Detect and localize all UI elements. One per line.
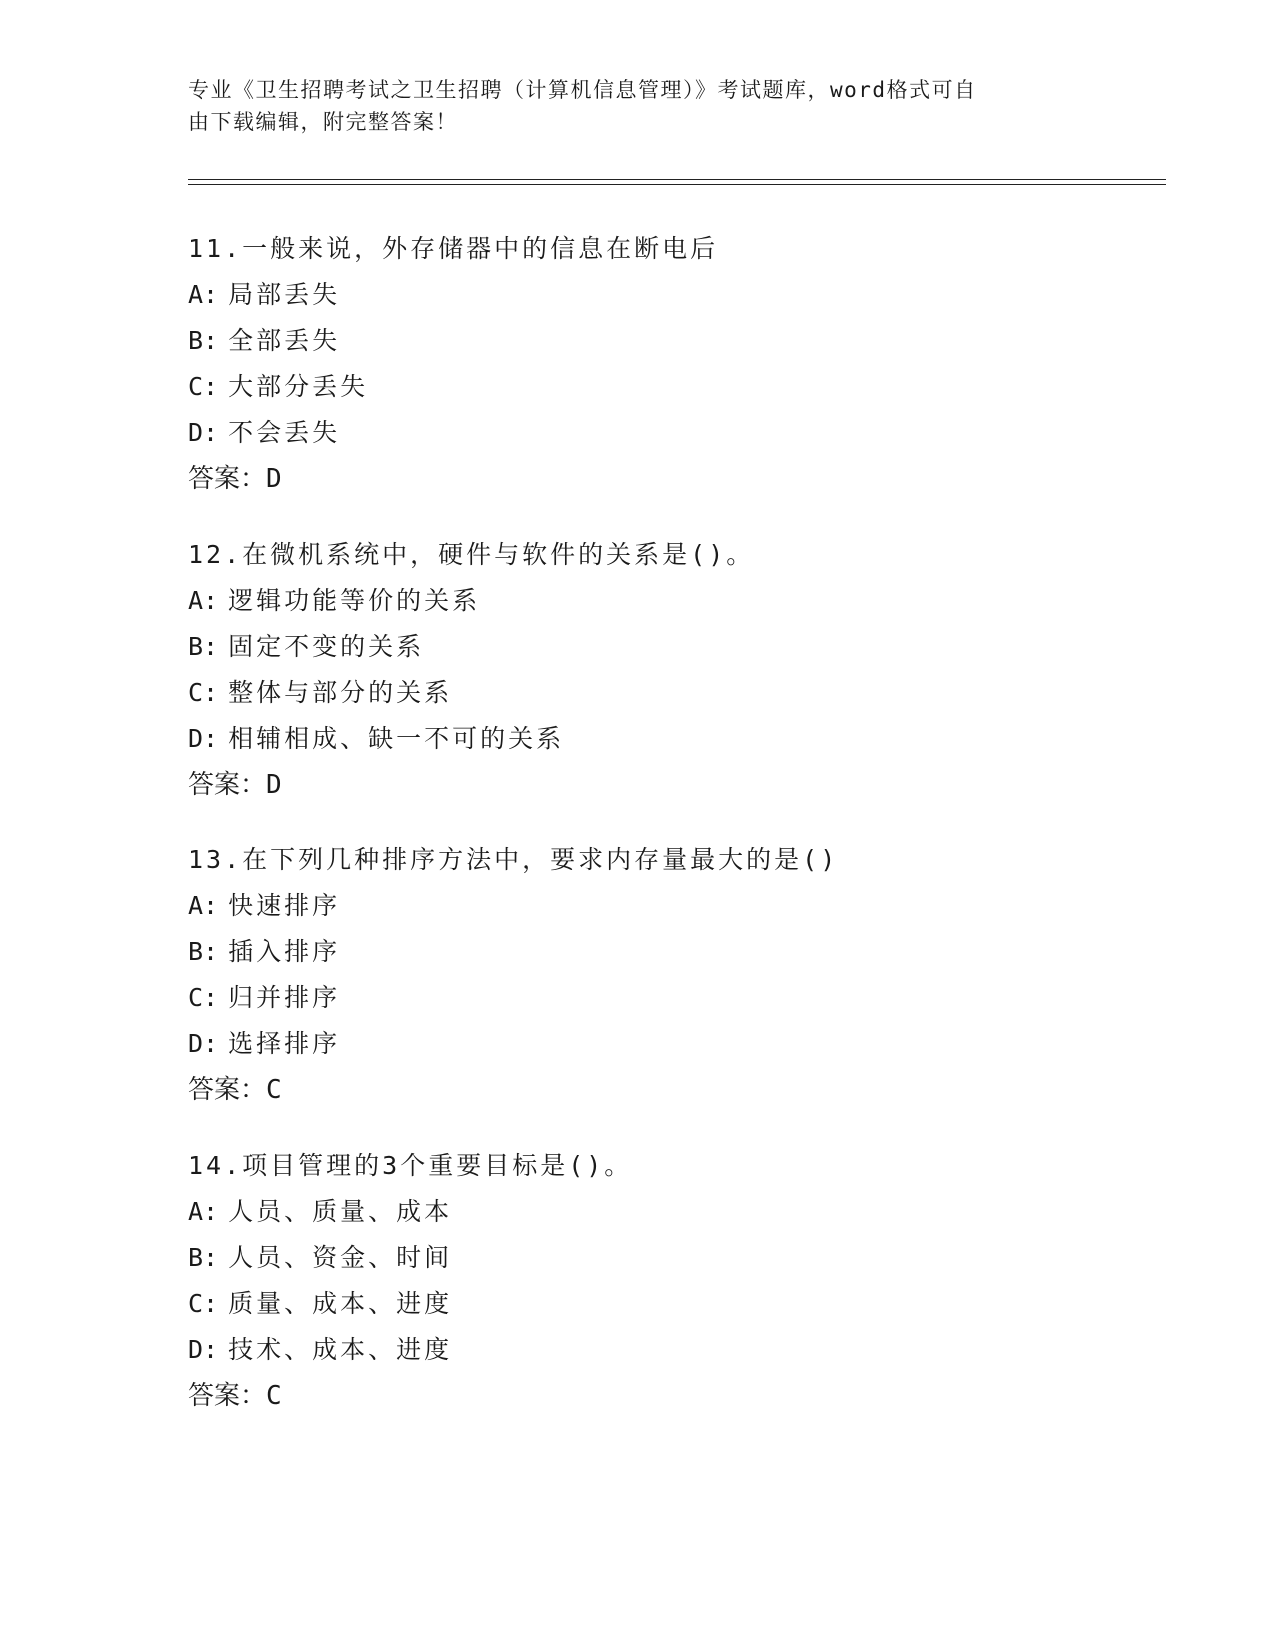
option-key: B: (188, 632, 219, 661)
option-text: 人员、质量、成本 (228, 1197, 453, 1226)
option-a (188, 578, 1168, 624)
option-b (188, 318, 1168, 364)
answer-label: 答案： (188, 770, 267, 800)
option-text: 整体与部分的关系 (228, 678, 453, 707)
answer (188, 1067, 1168, 1113)
answer-value: D (266, 770, 282, 800)
option-key: A: (188, 586, 219, 615)
option-key: D: (188, 1029, 219, 1058)
question-11 (188, 226, 1168, 502)
option-d (188, 1327, 1168, 1373)
option-c (188, 1281, 1168, 1327)
option-text: 不会丢失 (228, 418, 341, 447)
option-key: C: (188, 372, 219, 401)
option-c (188, 975, 1168, 1021)
option-key: C: (188, 678, 219, 707)
option-key: B: (188, 1243, 219, 1272)
answer (188, 456, 1168, 502)
answer-value: C (266, 1075, 282, 1105)
option-a (188, 883, 1168, 929)
option-key: A: (188, 280, 219, 309)
question-stem: 12.在微机系统中，硬件与软件的关系是()。 (188, 540, 755, 569)
answer (188, 762, 1168, 808)
question-14 (188, 1143, 1168, 1419)
option-key: D: (188, 724, 219, 753)
header-line-2: 由下载编辑，附完整答案！ (188, 110, 458, 134)
header-divider-bottom (188, 184, 1166, 185)
option-d (188, 716, 1168, 762)
option-text: 相辅相成、缺一不可的关系 (228, 724, 565, 753)
answer (188, 1373, 1168, 1419)
option-b (188, 929, 1168, 975)
option-text: 归并排序 (228, 983, 341, 1012)
option-text: 局部丢失 (228, 280, 341, 309)
question-12 (188, 532, 1168, 808)
header-divider-top (188, 179, 1166, 180)
option-text: 选择排序 (228, 1029, 341, 1058)
option-text: 质量、成本、进度 (228, 1289, 453, 1318)
option-text: 固定不变的关系 (228, 632, 425, 661)
option-key: C: (188, 983, 219, 1012)
option-d (188, 410, 1168, 456)
question-stem: 11.一般来说，外存储器中的信息在断电后 (188, 234, 719, 263)
option-key: D: (188, 418, 219, 447)
option-a (188, 1189, 1168, 1235)
question-13 (188, 837, 1168, 1113)
answer-value: C (266, 1381, 282, 1411)
option-key: C: (188, 1289, 219, 1318)
option-c (188, 364, 1168, 410)
answer-label: 答案： (188, 464, 267, 494)
header-line-1: 专业《卫生招聘考试之卫生招聘（计算机信息管理）》考试题库，word格式可自 (188, 78, 977, 102)
answer-label: 答案： (188, 1381, 267, 1411)
question-stem: 13.在下列几种排序方法中，要求内存量最大的是() (188, 845, 839, 874)
option-text: 快速排序 (228, 891, 341, 920)
document-header (188, 74, 1088, 138)
option-text: 全部丢失 (228, 326, 341, 355)
option-b (188, 624, 1168, 670)
answer-value: D (266, 464, 282, 494)
answer-label: 答案： (188, 1075, 267, 1105)
option-a (188, 272, 1168, 318)
option-text: 技术、成本、进度 (228, 1335, 453, 1364)
option-key: A: (188, 891, 219, 920)
option-key: B: (188, 937, 219, 966)
option-text: 大部分丢失 (228, 372, 369, 401)
option-text: 插入排序 (228, 937, 341, 966)
option-text: 逻辑功能等价的关系 (228, 586, 481, 615)
option-key: B: (188, 326, 219, 355)
question-stem: 14.项目管理的3个重要目标是()。 (188, 1151, 633, 1180)
option-d (188, 1021, 1168, 1067)
option-key: A: (188, 1197, 219, 1226)
option-b (188, 1235, 1168, 1281)
option-key: D: (188, 1335, 219, 1364)
option-text: 人员、资金、时间 (228, 1243, 453, 1272)
option-c (188, 670, 1168, 716)
